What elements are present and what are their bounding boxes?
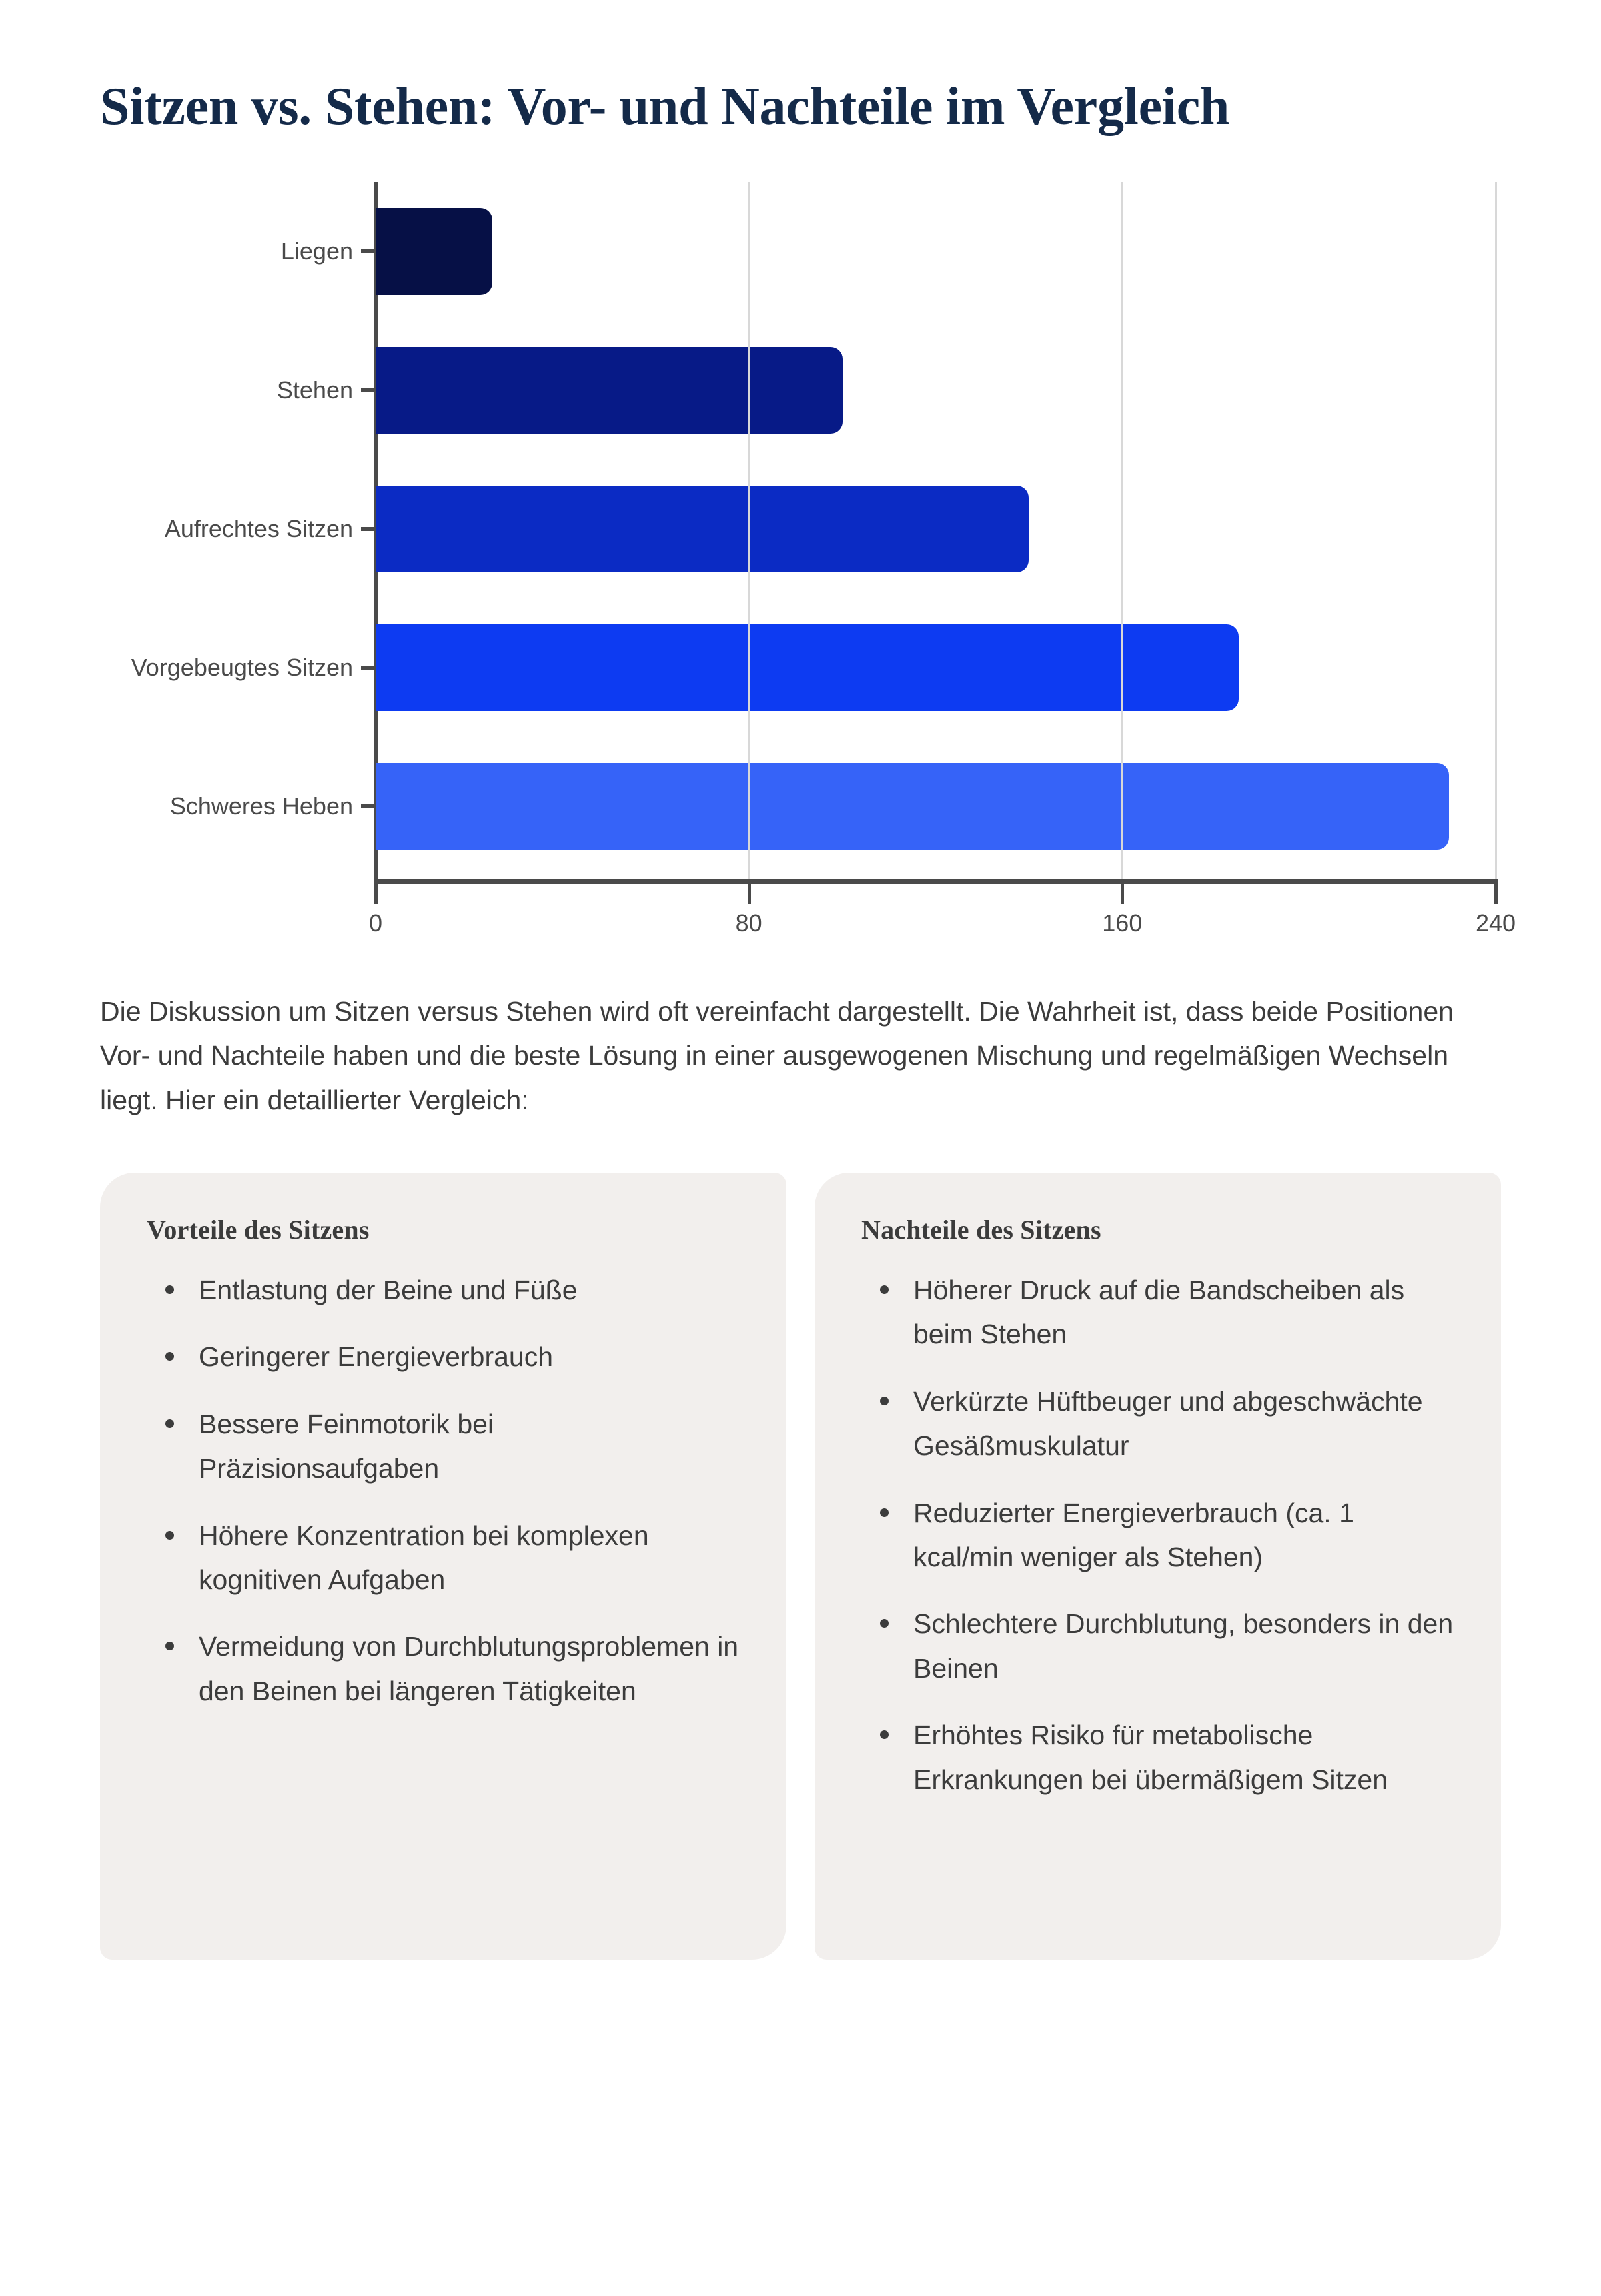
plot-area (131, 182, 1496, 876)
chart-bar (376, 208, 492, 295)
card-bullet-list (147, 1268, 740, 1713)
y-axis-tick (361, 388, 376, 392)
chart-bar-row (280, 182, 492, 321)
list-item: Geringerer Energieverbrauch (147, 1335, 740, 1379)
list-item: Höhere Konzentration bei komplexen kognitiven Aufgaben (147, 1514, 740, 1602)
chart-bar (376, 624, 1239, 711)
y-axis-tick (361, 666, 376, 670)
y-axis-tick (361, 527, 376, 531)
chart-canvas (100, 182, 1516, 949)
intro-paragraph: Die Diskussion um Sitzen versus Stehen wird oft vereinfacht dargestellt. Die Wahrheit ist, dass beide Positionen Vor- und Nachteile haben und die beste Lösung in einer ausgewogenen Mischung und regelmäßigen Wechseln liegt. Hier ein detaillierter Vergleich: (100, 995, 1454, 1115)
chart-bar (376, 486, 1029, 572)
x-axis-tick-label: 240 (1475, 909, 1516, 937)
chart-gridline (1495, 182, 1497, 879)
card-bullet-list (861, 1268, 1454, 1802)
chart-bar (376, 347, 843, 434)
card-vorteile-des-sitzens (100, 1173, 786, 1960)
y-axis-tick-label: Stehen (276, 376, 353, 404)
chart-bar (376, 763, 1449, 850)
card-nachteile-des-sitzens (815, 1173, 1501, 1960)
y-axis-tick-label: Aufrechtes Sitzen (164, 514, 353, 542)
y-axis-tick-label: Schweres Heben (169, 792, 353, 820)
y-axis-tick-label: Vorgebeugtes Sitzen (131, 653, 353, 681)
chart-bar-row (169, 737, 1449, 876)
list-item: Vermeidung von Durchblutungsproblemen in den Beinen bei längeren Tätigkeiten (147, 1624, 740, 1713)
x-axis-tick (374, 884, 378, 904)
y-axis-tick (361, 249, 376, 253)
posture-load-bar-chart (100, 182, 1516, 949)
x-axis-tick (1121, 884, 1124, 904)
list-item: Bessere Feinmotorik bei Präzisionsaufgaben (147, 1402, 740, 1491)
x-axis-tick (748, 884, 751, 904)
chart-bar-row (164, 460, 1029, 598)
y-axis-tick (361, 804, 376, 808)
page-title: Sitzen vs. Stehen: Vor- und Nachteile im Vergleich (100, 77, 1230, 136)
chart-bar-row (276, 321, 843, 460)
x-axis-tick-label: 160 (1102, 909, 1143, 937)
y-axis-tick-label: Liegen (280, 237, 353, 265)
list-item: Schlechtere Durchblutung, besonders in den Beinen (861, 1602, 1454, 1690)
list-item: Verkürzte Hüftbeuger und abgeschwächte Gesäßmuskulatur (861, 1379, 1454, 1468)
x-axis-tick (1494, 884, 1498, 904)
x-axis-tick-label: 0 (368, 909, 383, 937)
chart-bar-row (131, 598, 1239, 737)
x-axis-tick-label: 80 (735, 909, 762, 937)
list-item: Erhöhtes Risiko für metabolische Erkrankungen bei übermäßigem Sitzen (861, 1713, 1454, 1802)
list-item: Reduzierter Energieverbrauch (ca. 1 kcal/min weniger als Stehen) (861, 1491, 1454, 1580)
x-axis-line (374, 879, 1498, 884)
card-title: Nachteile des Sitzens (861, 1215, 1101, 1245)
list-item: Entlastung der Beine und Füße (147, 1268, 740, 1312)
card-title: Vorteile des Sitzens (147, 1215, 370, 1245)
list-item: Höherer Druck auf die Bandscheiben als beim Stehen (861, 1268, 1454, 1357)
comparison-cards (100, 1173, 1501, 1960)
chart-gridline (748, 182, 750, 879)
chart-gridline (1121, 182, 1123, 879)
